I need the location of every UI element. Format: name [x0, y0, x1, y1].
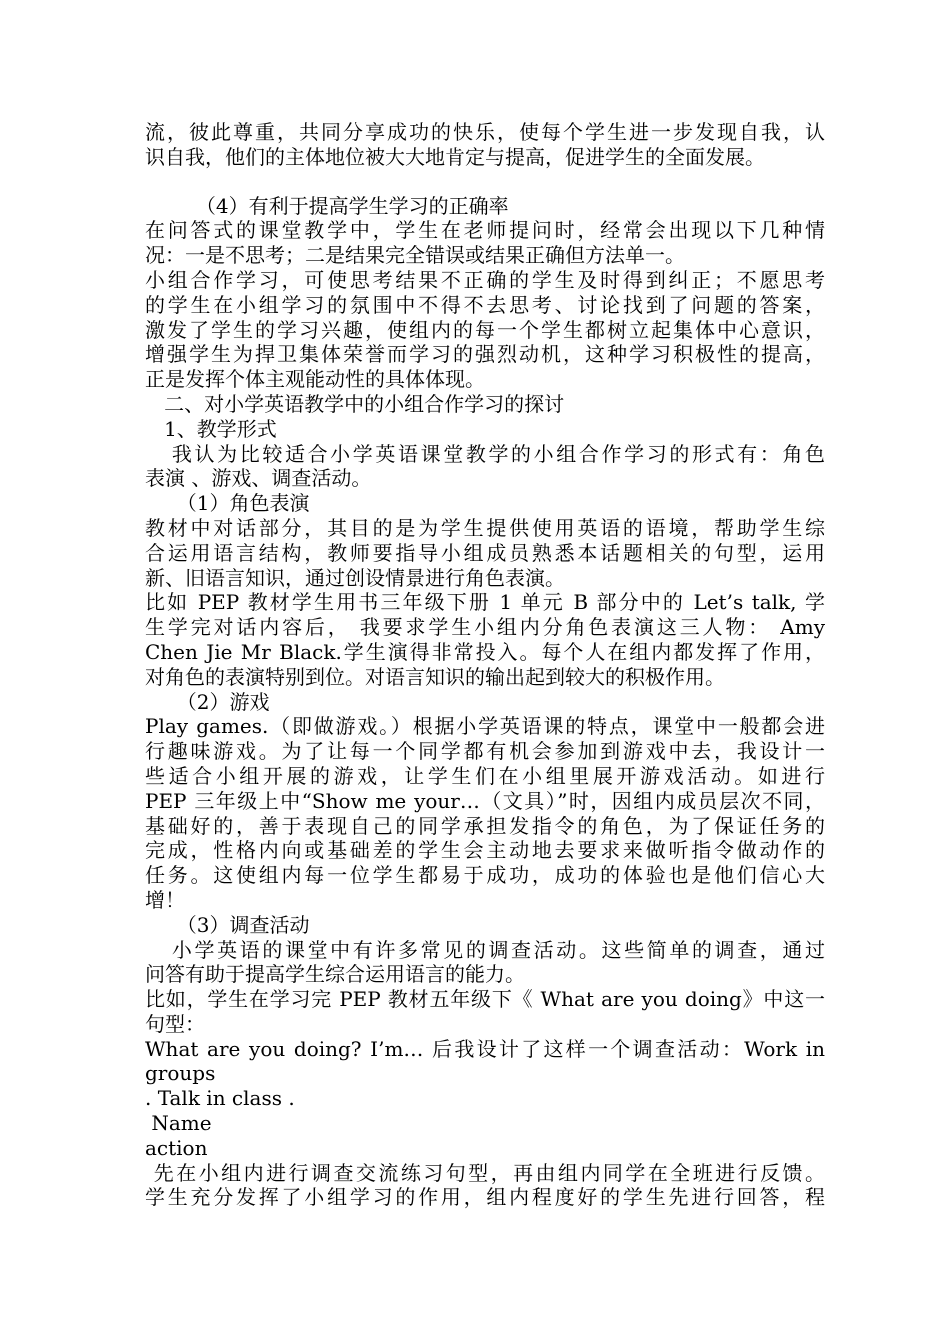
text-line: 小学英语的课堂中有许多常见的调查活动。这些简单的调查，通过 — [145, 937, 825, 962]
text-line: 的学生在小组学习的氛围中不得不去思考、讨论找到了问题的答案， — [145, 292, 825, 317]
text-line: 比如 PEP 教材学生用书三年级下册 1 单元 B 部分中的 Let’s talk, 学 — [145, 590, 825, 615]
text-line: 问答有助于提高学生综合运用语言的能力。 — [145, 962, 525, 987]
text-line: 我认为比较适合小学英语课堂教学的小组合作学习的形式有：角色 — [145, 441, 825, 466]
paragraph — [145, 987, 825, 1037]
document-page — [145, 120, 825, 1210]
paragraph — [145, 417, 825, 442]
text-line: 况：一是不思考；二是结果完全错误或结果正确但方法单一。 — [145, 243, 685, 268]
paragraph — [145, 268, 825, 392]
text-line: 行趣味游戏。为了让每一个同学都有机会参加到游戏中去，我设计一 — [145, 739, 825, 764]
paragraph — [145, 913, 825, 938]
text-line: groups — [145, 1061, 216, 1086]
paragraph — [145, 194, 825, 219]
paragraph — [145, 590, 825, 689]
text-line: 小组合作学习，可使思考结果不正确的学生及时得到纠正；不愿思考 — [145, 267, 825, 292]
paragraph — [145, 218, 825, 268]
text-line: What are you doing? I’m… 后我设计了这样一个调查活动：Work in — [145, 1036, 825, 1061]
text-line: 生学完对话内容后， 我要求学生小组内分角色表演这三人物： Amy — [145, 615, 825, 640]
text-line: 正是发挥个体主观能动性的具体体现。 — [145, 367, 485, 392]
paragraph — [145, 1086, 825, 1111]
text-line: 基础好的，善于表现自己的同学承担发指令的角色，为了保证任务的 — [145, 813, 825, 838]
text-line: 表演 、游戏、调查活动。 — [145, 466, 372, 491]
text-line: . Talk in class . — [145, 1086, 295, 1111]
text-line: 新、旧语言知识，通过创设情景进行角色表演。 — [145, 565, 565, 590]
paragraph — [145, 1037, 825, 1087]
text-line: PEP 三年级上中“Show me your…（文具）”时，因组内成员层次不同， — [145, 788, 825, 813]
text-line: 识自我，他们的主体地位被大大地肯定与提高，促进学生的全面发展。 — [145, 144, 765, 169]
text-line: 增强学生为捍卫集体荣誉而学习的强烈动机，这种学习积极性的提高， — [145, 342, 825, 367]
text-line: 任务。这使组内每一位学生都易于成功，成功的体验也是他们信心大 — [145, 863, 825, 888]
text-line: Chen Jie Mr Black.学生演得非常投入。每个人在组内都发挥了作用， — [145, 639, 825, 664]
text-line: 教材中对话部分，其目的是为学生提供使用英语的语境，帮助学生综 — [145, 515, 825, 540]
text-line: 流，彼此尊重，共同分享成功的快乐，使每个学生进一步发现自我，认 — [145, 120, 825, 144]
text-line: 先在小组内进行调查交流练习句型，再由组内同学在全班进行反馈。 — [145, 1160, 825, 1185]
paragraph — [145, 1111, 825, 1136]
paragraph-gap — [145, 170, 825, 194]
text-line: action — [145, 1135, 208, 1160]
text-line: 完成，性格内向或基础差的学生会主动地去要求来做听指令做动作的 — [145, 838, 825, 863]
text-line: 二、对小学英语教学中的小组合作学习的探讨 — [145, 391, 565, 416]
paragraph — [145, 690, 825, 715]
text-line: （3）调查活动 — [145, 912, 310, 937]
text-line: （2）游戏 — [145, 689, 270, 714]
text-line: Play games.（即做游戏。）根据小学英语课的特点，课堂中一般都会进 — [145, 714, 825, 739]
paragraph — [145, 938, 825, 988]
paragraph — [145, 714, 825, 912]
paragraph — [145, 442, 825, 492]
text-line: 1、教学形式 — [145, 416, 277, 441]
text-line: 在问答式的课堂教学中，学生在老师提问时，经常会出现以下几种情 — [145, 218, 825, 243]
text-line: 激发了学生的学习兴趣，使组内的每一个学生都树立起集体中心意识， — [145, 317, 825, 342]
text-line: 比如，学生在学习完 PEP 教材五年级下《 What are you doing》中这一 — [145, 987, 825, 1012]
paragraph — [145, 1161, 825, 1211]
paragraph — [145, 516, 825, 590]
text-line: 些适合小组开展的游戏，让学生们在小组里展开游戏活动。如进行 — [145, 763, 825, 788]
paragraph — [145, 1136, 825, 1161]
paragraph — [145, 120, 825, 170]
text-line: Name — [145, 1111, 212, 1136]
text-line: （1）角色表演 — [145, 491, 310, 516]
text-line: 学生充分发挥了小组学习的作用，组内程度好的学生先进行回答，程 — [145, 1185, 825, 1210]
text-line: 合运用语言结构，教师要指导小组成员熟悉本话题相关的句型，运用 — [145, 540, 825, 565]
paragraph — [145, 392, 825, 417]
text-line: 句型： — [145, 1011, 205, 1036]
text-line: 增！ — [145, 887, 185, 912]
text-line: 对角色的表演特别到位。对语言知识的输出起到较大的积极作用。 — [145, 664, 725, 689]
paragraph — [145, 491, 825, 516]
text-line: （4）有利于提高学生学习的正确率 — [145, 193, 509, 218]
